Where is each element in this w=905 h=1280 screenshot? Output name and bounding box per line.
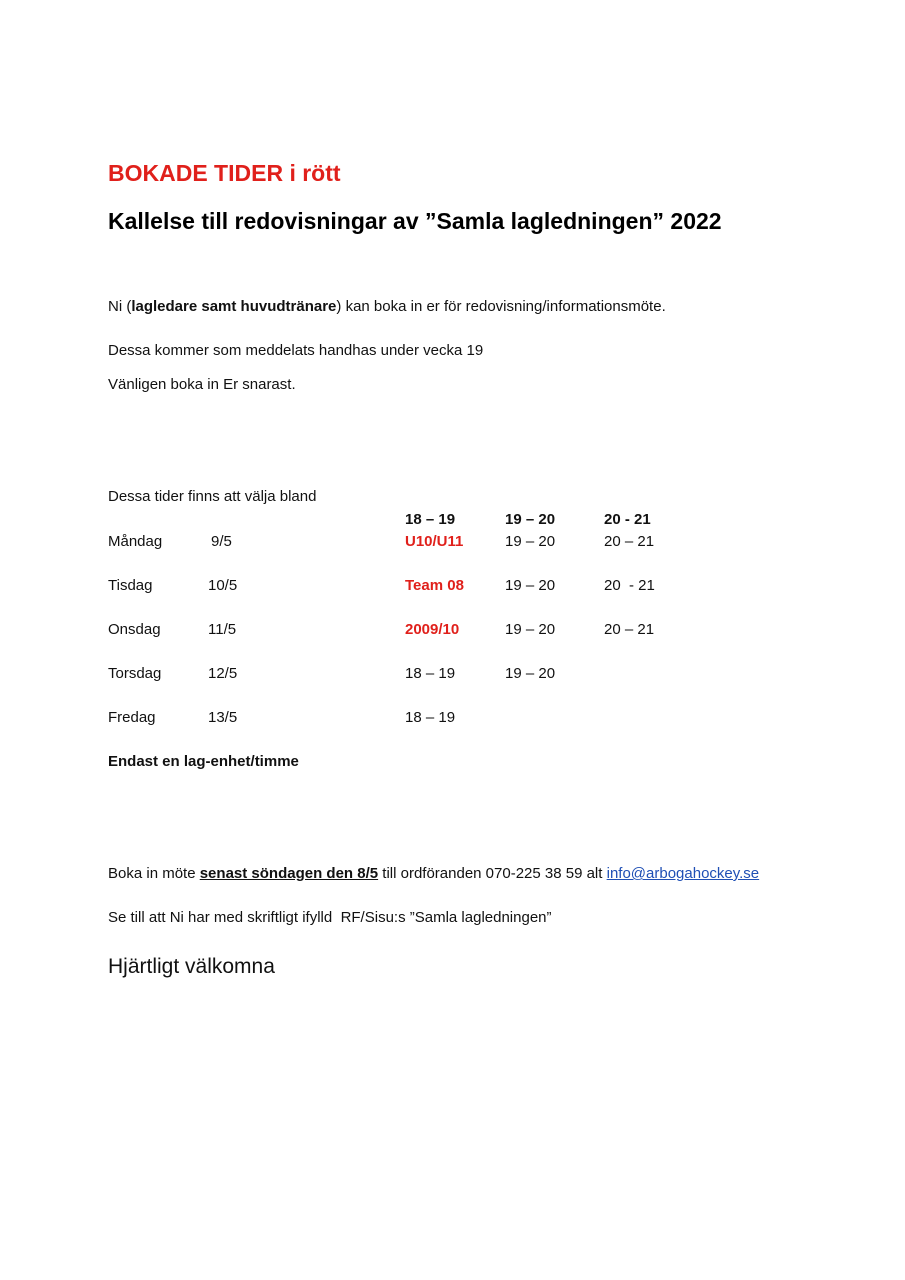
booked-slot: U10/U11 <box>405 533 464 550</box>
week-line: Dessa kommer som meddelats handhas under vecka 19 <box>108 342 484 359</box>
day-label: Måndag <box>108 533 163 550</box>
intro-prefix: Ni ( <box>108 298 132 315</box>
available-slot: 18 – 19 <box>405 709 456 726</box>
day-label: Fredag <box>108 709 156 726</box>
slot-header-2: 19 – 20 <box>505 511 556 528</box>
available-slot: 19 – 20 <box>505 577 556 594</box>
available-slot: 19 – 20 <box>505 665 556 682</box>
intro-bold-roles: lagledare samt huvudtränare <box>131 298 337 315</box>
intro-suffix: ) kan boka in er för redovisning/informationsmöte. <box>336 298 666 315</box>
schedule-note: Endast en lag-enhet/timme <box>108 753 299 770</box>
booking-prefix: Boka in möte <box>108 865 200 882</box>
booked-slot: Team 08 <box>405 577 464 594</box>
slot-header-3: 20 - 21 <box>604 511 651 528</box>
slot-header-1: 18 – 19 <box>405 511 456 528</box>
day-label: Torsdag <box>108 665 162 682</box>
available-slot: 19 – 20 <box>505 621 556 638</box>
main-heading: Kallelse till redovisningar av ”Samla lagledningen” 2022 <box>108 208 722 234</box>
table-intro: Dessa tider finns att välja bland <box>108 488 317 505</box>
book-soon-line: Vänligen boka in Er snarast. <box>108 376 296 393</box>
available-slot: 20 – 21 <box>604 533 655 550</box>
available-slot: 18 – 19 <box>405 665 456 682</box>
day-label: Tisdag <box>108 577 153 594</box>
intro-paragraph <box>108 298 666 315</box>
date-label: 10/5 <box>208 577 238 594</box>
available-slot: 19 – 20 <box>505 533 556 550</box>
booking-middle: till ordföranden 070-225 38 59 alt <box>378 865 607 882</box>
bring-form-line: Se till att Ni har med skriftligt ifylld RF/Sisu:s ”Samla lagledningen” <box>108 909 552 926</box>
available-slot: 20 – 21 <box>604 621 655 638</box>
booked-heading: BOKADE TIDER i rött <box>108 160 341 186</box>
booking-deadline: senast söndagen den 8/5 <box>199 865 379 882</box>
date-label: 12/5 <box>208 665 238 682</box>
booked-slot: 2009/10 <box>405 621 460 638</box>
day-label: Onsdag <box>108 621 161 638</box>
email-link[interactable]: info@arbogahockey.se <box>606 865 760 882</box>
available-slot: 20 - 21 <box>604 577 655 594</box>
date-label: 13/5 <box>208 709 238 726</box>
date-label: 9/5 <box>211 533 232 550</box>
booking-paragraph <box>108 865 759 882</box>
date-label: 11/5 <box>208 621 237 638</box>
welcome-line: Hjärtligt välkomna <box>108 955 275 978</box>
